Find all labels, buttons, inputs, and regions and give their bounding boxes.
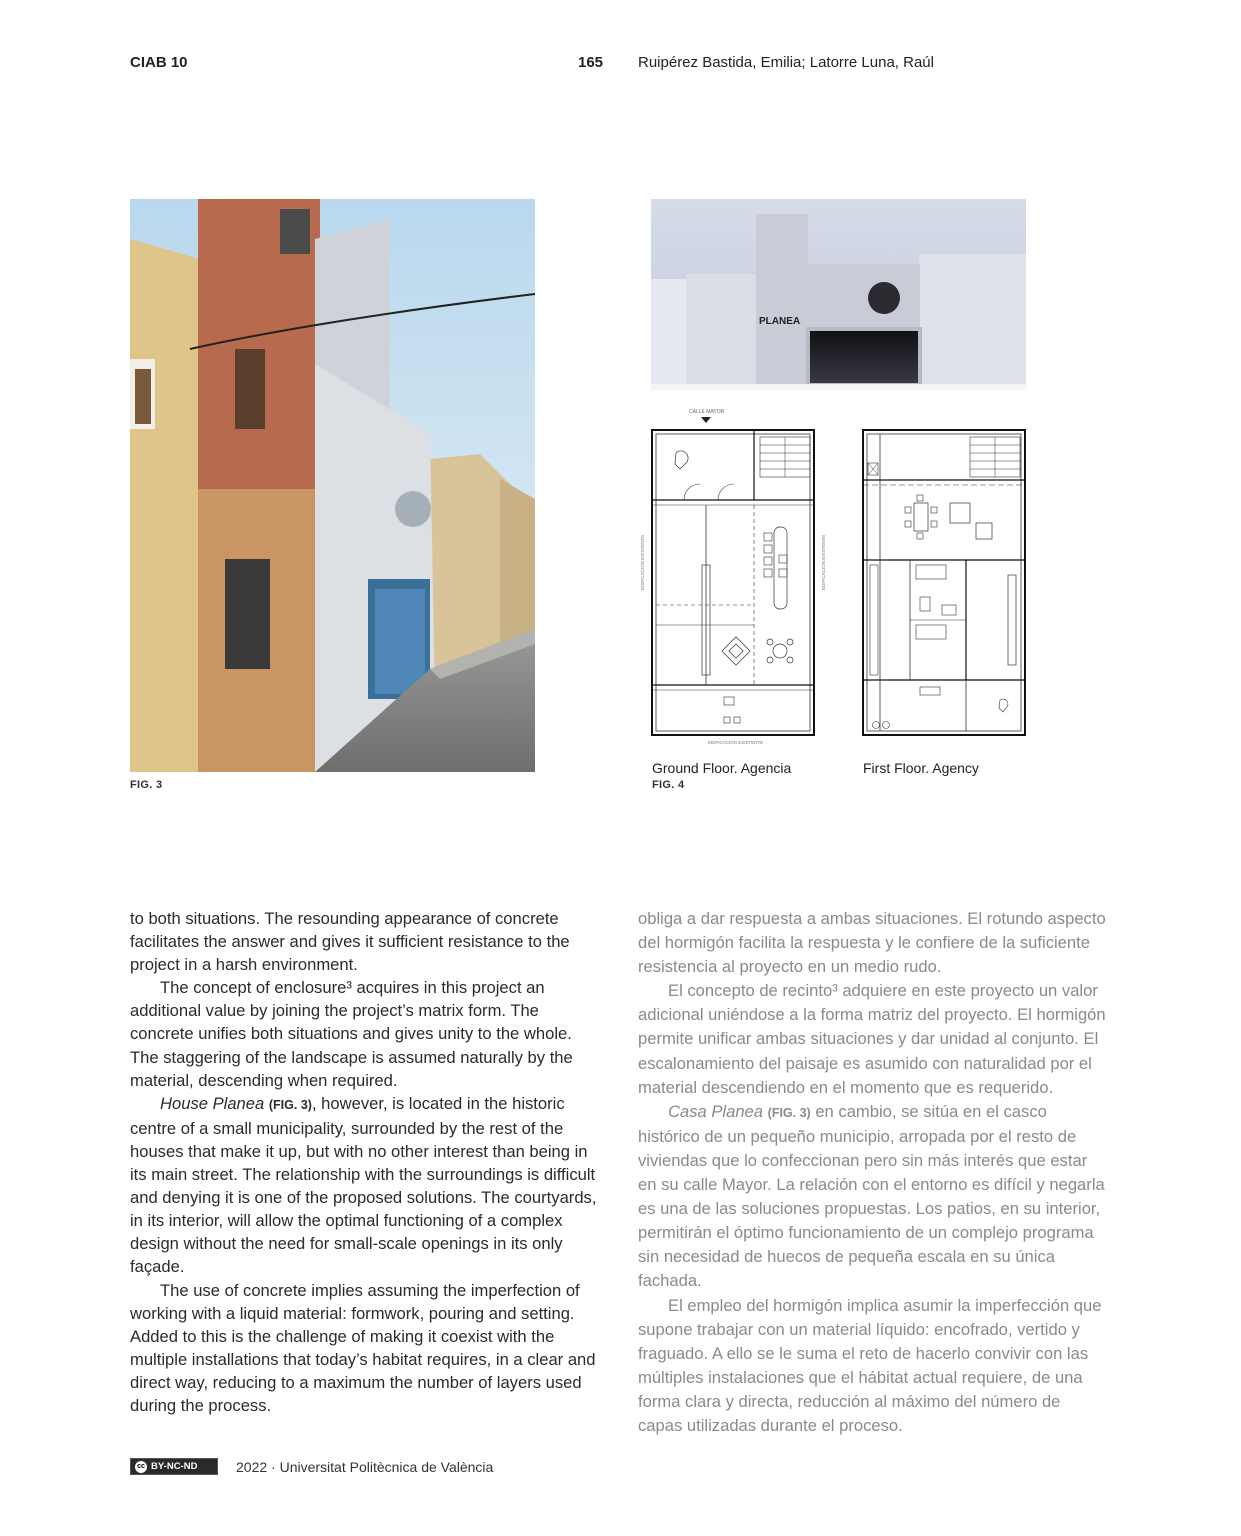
fig4-render	[651, 199, 1026, 390]
license-label: BY-NC-ND	[151, 1461, 198, 1472]
es-fig-ref: (FIG. 3)	[767, 1105, 811, 1120]
cc-icon: cc	[135, 1461, 147, 1473]
es-paragraph-2: El concepto de recinto³ adquiere en este proyecto un valor adicional uniéndose a la forma matriz del proyecto. El hormigón permite unificar ambas situaciones y dar unidad al conjunto. El escalonamiento del paisaje es asumido con naturalidad por el material descendiendo en el momento que es requerido.	[638, 981, 1106, 1097]
side-label-right: EDIFICACIÓN EXISTENTE	[821, 534, 826, 590]
es-paragraph-3-text: en cambio, se sitúa en el casco histórico de un pequeño municipio, arropada por el resto de viviendas que lo confeccionan pero sin más interés que estar en su calle Mayor. La relación con el entorno es difícil y negarla es una de las soluciones propuestas. Los patios, en su interior, permitirán el óptimo funcionamiento de un complejo programa sin necesidad de huecos de pequeña escala en su única fachada.	[638, 1101, 1105, 1291]
es-paragraph-1: obliga a dar respuesta a ambas situaciones. El rotundo aspecto del hormigón facilita la respuesta y le confiere de la suficiente resistencia al proyecto en un medio rudo.	[638, 909, 1106, 977]
caption-ground-floor: Ground Floor. Agencia	[652, 760, 792, 776]
en-paragraph-1: to both situations. The resounding appearance of concrete facilitates the answer and gives it sufficient resistance to the project in a harsh environment.	[130, 909, 570, 975]
en-paragraph-4: The use of concrete implies assuming the imperfection of working with a liquid material: formwork, pouring and setting. Added to this is the challenge of making it coexist with the multiple installations that today’s habitat requires, in a clear and direct way, reducing to a maximum the number of layers used during the process.	[130, 1280, 596, 1415]
license-badge[interactable]	[130, 1458, 218, 1475]
side-label-left: EDIFICACIÓN EXISTENTE	[640, 534, 645, 590]
es-paragraph-4: El empleo del hormigón implica asumir la imperfección que supone trabajar con un material líquido: encofrado, vertido y fraguado. A ello se le suma el reto de hacerlo convivir con las múltiples instalaciones que el hábitat actual requiere, de una forma clara y directa, reducción al máximo del número de capas utilizadas durante el proceso.	[638, 1295, 1102, 1435]
ground-floor-plan	[636, 405, 826, 750]
es-paragraph-3	[638, 1100, 1108, 1294]
fig3-street-photo	[130, 199, 535, 772]
street-label: CALLE MAYOR	[689, 409, 725, 415]
en-fig-ref: (FIG. 3)	[268, 1097, 312, 1112]
first-floor-plan	[858, 425, 1030, 740]
en-house-title: House Planea	[160, 1093, 265, 1113]
entrance-arrow-icon	[701, 417, 711, 423]
fig4-label: FIG. 4	[652, 779, 685, 791]
english-column	[130, 907, 600, 1417]
en-paragraph-2: The concept of enclosure³ acquires in this project an additional value by joining the project’s matrix form. The concrete unifies both situations and gives unity to the whole. The staggering of the landscape is assumed naturally by the material, descending when required.	[130, 978, 573, 1090]
en-paragraph-3-text: , however, is located in the historic centre of a small municipality, surrounded by the rest of the houses that make it up, but with no other interest than being in its main street. The relationship with the surroundings is difficult and denying it is one of the proposed solutions. The courtyards, in its interior, will allow the optimal functioning of a complex design without the need for small-scale openings in its only façade.	[130, 1093, 597, 1277]
authors: Ruipérez Bastida, Emilia; Latorre Luna, Raúl	[638, 54, 934, 71]
es-house-title: Casa Planea	[668, 1101, 764, 1121]
side-label-bottom: EDIFICACIÓN EXISTENTE	[708, 740, 764, 745]
render-sign: PLANEA	[759, 316, 801, 327]
fig3-label: FIG. 3	[130, 779, 163, 791]
caption-first-floor: First Floor. Agency	[863, 760, 979, 776]
footer	[130, 1458, 493, 1475]
page-number: 165	[578, 54, 604, 71]
en-paragraph-3	[130, 1092, 600, 1279]
footer-text: 2022 · Universitat Politècnica de València	[236, 1458, 494, 1475]
spanish-column	[638, 907, 1108, 1438]
journal-title: CIAB 10	[130, 54, 188, 71]
